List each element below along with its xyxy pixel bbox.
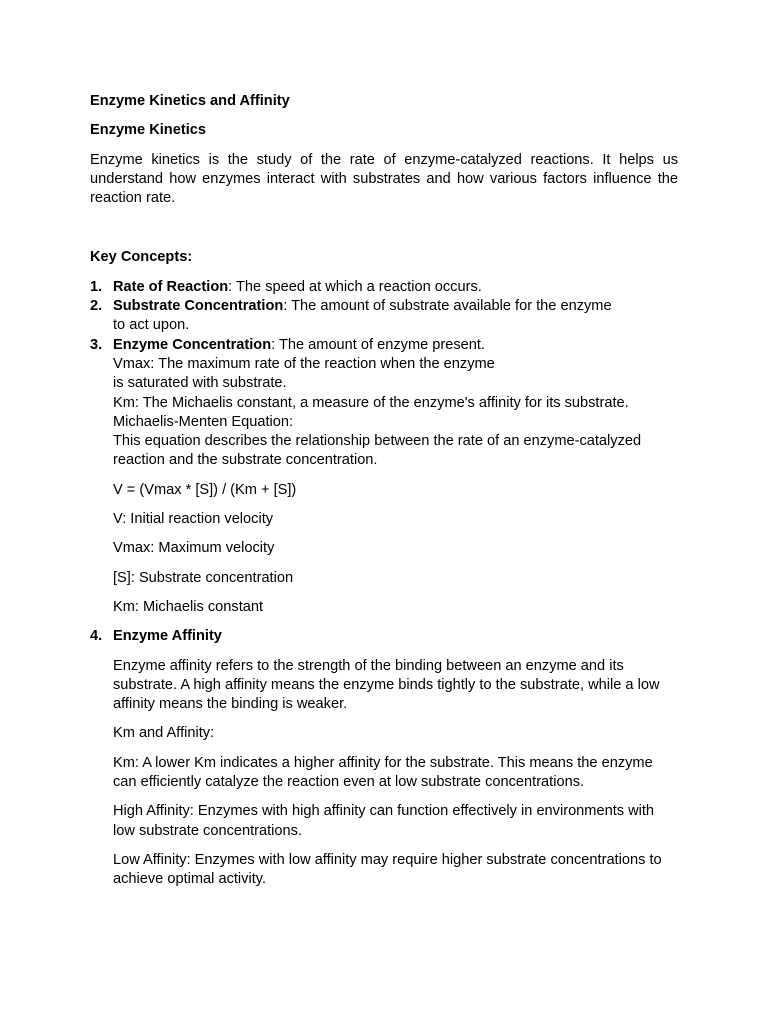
list-item <box>90 627 678 889</box>
km-affinity-heading: Km and Affinity: <box>113 725 215 742</box>
list-item-number: 4. <box>90 628 103 645</box>
definition-vmax: Vmax: Maximum velocity <box>113 540 275 557</box>
list-item-number: 3. <box>90 336 103 353</box>
definition-s: [S]: Substrate concentration <box>113 569 294 586</box>
definition-km: Km: Michaelis constant <box>113 598 264 615</box>
definition-v: V: Initial reaction velocity <box>113 511 274 528</box>
list-item-term: Rate of Reaction <box>113 278 229 295</box>
document-title: Enzyme Kinetics and Affinity <box>90 93 290 109</box>
key-concepts-list <box>90 278 678 890</box>
michaelis-menten-heading: Michaelis-Menten Equation: <box>113 413 294 430</box>
intro-paragraph: Enzyme kinetics is the study of the rate of enzyme-catalyzed reactions. It helps us understand how enzymes interact with substrates and how various factors influence the reaction rate. <box>90 151 678 207</box>
list-item-term: Enzyme Concentration <box>113 336 272 353</box>
document-page <box>90 92 678 890</box>
list-item-description: : The amount of enzyme present. <box>271 336 486 353</box>
list-item <box>90 297 678 336</box>
list-item-description: : The amount of substrate available for the enzyme <box>283 298 612 315</box>
list-item-number: 2. <box>90 298 103 315</box>
list-item <box>90 278 678 297</box>
km-affinity-paragraph: Km: A lower Km indicates a higher affinity for the substrate. This means the enzyme can efficiently catalyze the reaction even at low substrate concentrations. <box>113 754 653 791</box>
list-item-description-continued: to act upon. <box>113 317 190 334</box>
key-concepts-heading: Key Concepts: <box>90 249 193 266</box>
equation-description-continued: reaction and the substrate concentration. <box>113 452 378 469</box>
list-item-term: Substrate Concentration <box>113 298 284 315</box>
km-line: Km: The Michaelis constant, a measure of the enzyme's affinity for its substrate. <box>113 394 629 411</box>
equation: V = (Vmax * [S]) / (Km + [S]) <box>113 481 297 498</box>
list-item-number: 1. <box>90 278 103 295</box>
vmax-line: Vmax: The maximum rate of the reaction when the enzyme <box>113 355 495 372</box>
low-affinity-paragraph: Low Affinity: Enzymes with low affinity may require higher substrate concentrations to achieve optimal activity. <box>113 851 662 888</box>
list-item <box>90 336 678 618</box>
list-item-term: Enzyme Affinity <box>113 628 222 645</box>
equation-description: This equation describes the relationship between the rate of an enzyme-catalyzed <box>113 433 642 450</box>
vmax-line-continued: is saturated with substrate. <box>113 375 287 392</box>
section-heading: Enzyme Kinetics <box>90 122 206 139</box>
list-item-description: : The speed at which a reaction occurs. <box>228 278 482 295</box>
affinity-paragraph: Enzyme affinity refers to the strength of the binding between an enzyme and its substrate. A high affinity means the enzyme binds tightly to the substrate, while a low affinity means the binding is weaker. <box>113 657 660 713</box>
high-affinity-paragraph: High Affinity: Enzymes with high affinity can function effectively in environments with low substrate concentrations. <box>113 803 655 839</box>
